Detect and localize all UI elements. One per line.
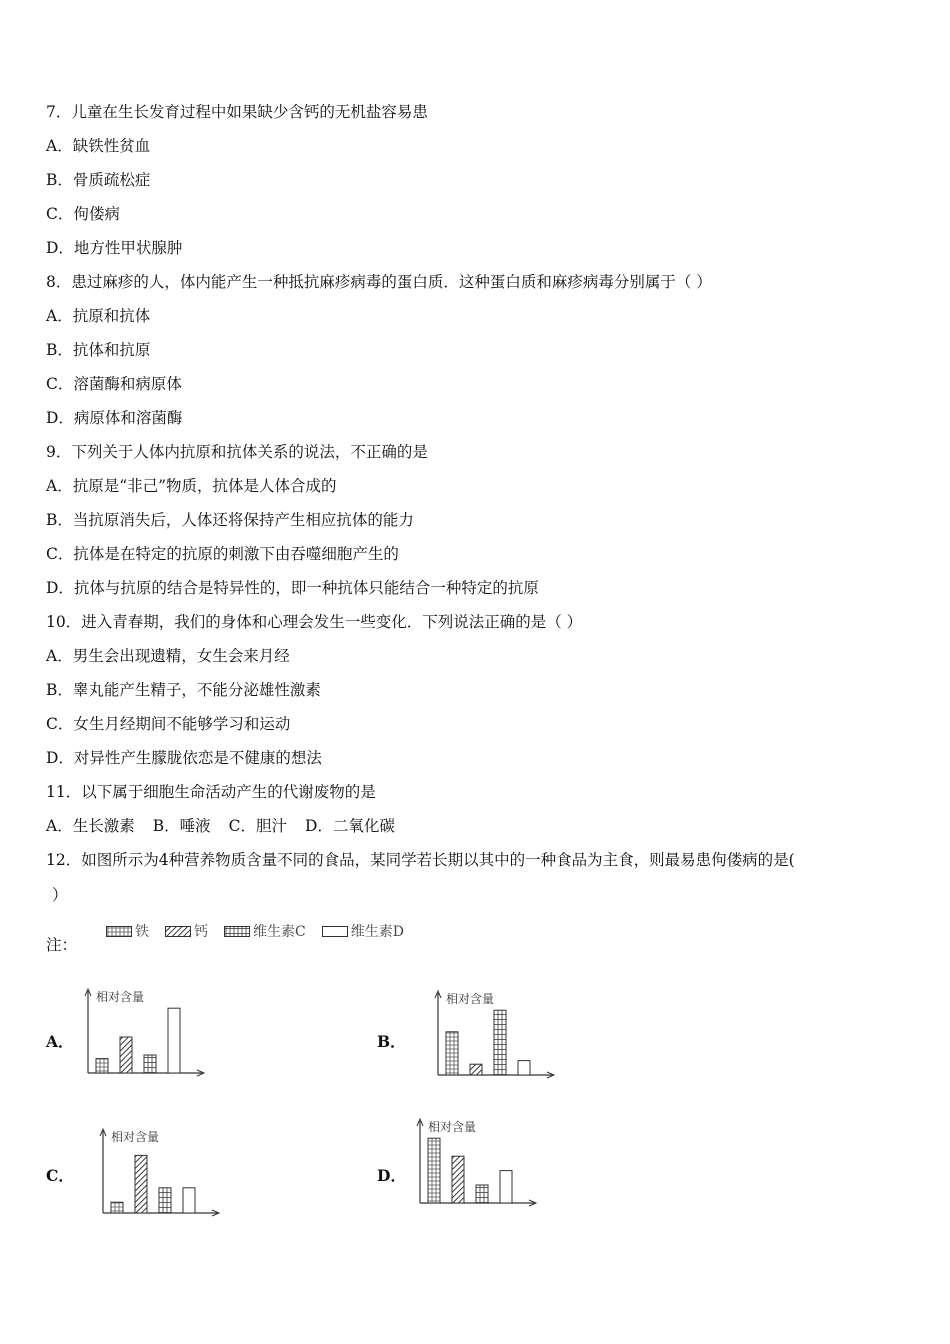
legend-swatch-vitamin-d xyxy=(322,926,348,937)
q9-option-b: B．当抗原消失后，人体还将保持产生相应抗体的能力 xyxy=(46,511,414,529)
chart-b-bar-iron xyxy=(446,1032,458,1075)
q12-stem: 12．如图所示为4种营养物质含量不同的食品，某同学若长期以其中的一种食品为主食，则最易患佝偻病的是( xyxy=(46,851,795,869)
legend-swatch-calcium xyxy=(165,926,191,937)
chart-d-bar-calcium xyxy=(452,1156,464,1203)
chart-d-bar-iron xyxy=(428,1138,440,1203)
q10-option-a: A．男生会出现遗精，女生会来月经 xyxy=(46,647,290,665)
legend-label-vitamin-d: 维生素D xyxy=(350,924,404,940)
chart-a-bar-vitamin-c xyxy=(144,1055,156,1073)
chart-a-bar-vitamin-d xyxy=(168,1008,180,1073)
q10-option-b: B．睾丸能产生精子，不能分泌雄性激素 xyxy=(46,681,321,699)
chart-c-bar-calcium xyxy=(135,1155,147,1213)
legend-item-vitamin-c xyxy=(224,921,306,941)
legend-item-calcium xyxy=(165,921,208,941)
q10-stem: 10．进入青春期，我们的身体和心理会发生一些变化．下列说法正确的是（ ） xyxy=(46,613,583,631)
chart-option-label-a: A． xyxy=(46,1032,74,1051)
q11-stem: 11．以下属于细胞生命活动产生的代谢废物的是 xyxy=(46,783,376,801)
chart-c-bar-iron xyxy=(111,1202,123,1213)
q7-option-b: B．骨质疏松症 xyxy=(46,171,151,189)
q7-option-c: C．佝偻病 xyxy=(46,205,120,223)
legend-swatch-iron xyxy=(106,926,132,937)
q8-option-b: B．抗体和抗原 xyxy=(46,341,151,359)
q7-option-a: A．缺铁性贫血 xyxy=(46,137,151,155)
chart-a-ylabel: 相对含量 xyxy=(96,990,145,1004)
q9-option-c: C．抗体是在特定的抗原的刺激下由吞噬细胞产生的 xyxy=(46,545,399,563)
q9-option-a: A．抗原是“非己”物质，抗体是人体合成的 xyxy=(46,477,337,495)
chart-legend xyxy=(106,921,420,941)
q11-option-d: D．二氧化碳 xyxy=(304,817,395,835)
chart-b-bar-vitamin-d xyxy=(518,1061,530,1075)
q8-option-d: D．病原体和溶菌酶 xyxy=(46,409,183,427)
chart-b-bar-vitamin-c xyxy=(494,1010,506,1075)
q11-option-a: A．生长激素 xyxy=(46,817,135,835)
legend-swatch-vitamin-c xyxy=(224,926,250,937)
chart-b-svg xyxy=(428,987,558,1082)
chart-a-bar-calcium xyxy=(120,1037,132,1073)
chart-b-bar-calcium xyxy=(470,1064,482,1075)
q11-option-c: C．胆汁 xyxy=(228,817,287,835)
q8-option-a: A．抗原和抗体 xyxy=(46,307,151,325)
q12-stem-cont: ） xyxy=(52,886,68,904)
legend-label-vitamin-c: 维生素C xyxy=(253,924,306,940)
q11-option-b: B．唾液 xyxy=(152,817,211,835)
legend-item-vitamin-d xyxy=(322,921,404,941)
legend-label-calcium: 钙 xyxy=(194,924,208,940)
chart-option-label-d: D． xyxy=(377,1166,406,1185)
legend-item-iron xyxy=(106,921,149,941)
chart-c xyxy=(93,1125,223,1224)
q11-options xyxy=(46,816,395,836)
note-label: 注： xyxy=(46,936,78,954)
chart-option-label-b: B． xyxy=(377,1032,406,1051)
q8-stem: 8．患过麻疹的人，体内能产生一种抵抗麻疹病毒的蛋白质．这种蛋白质和麻疹病毒分别属于（ ） xyxy=(46,273,712,291)
q7-stem: 7．儿童在生长发育过程中如果缺少含钙的无机盐容易患 xyxy=(46,103,428,121)
legend-label-iron: 铁 xyxy=(135,924,149,940)
chart-d-bar-vitamin-d xyxy=(500,1171,512,1203)
chart-d-svg xyxy=(410,1115,540,1210)
chart-c-ylabel: 相对含量 xyxy=(111,1130,160,1144)
chart-c-bar-vitamin-d xyxy=(183,1188,195,1213)
chart-b xyxy=(428,987,558,1086)
chart-d-bar-vitamin-c xyxy=(476,1185,488,1203)
q10-option-d: D．对异性产生朦胧依恋是不健康的想法 xyxy=(46,749,322,767)
chart-a-svg xyxy=(78,985,208,1080)
chart-d xyxy=(410,1115,540,1214)
chart-c-svg xyxy=(93,1125,223,1220)
chart-a-bar-iron xyxy=(96,1059,108,1073)
chart-b-ylabel: 相对含量 xyxy=(446,992,495,1006)
q7-option-d: D．地方性甲状腺肿 xyxy=(46,239,183,257)
q8-option-c: C．溶菌酶和病原体 xyxy=(46,375,182,393)
q9-stem: 9．下列关于人体内抗原和抗体关系的说法，不正确的是 xyxy=(46,443,428,461)
chart-option-label-c: C． xyxy=(46,1166,74,1185)
q10-option-c: C．女生月经期间不能够学习和运动 xyxy=(46,715,291,733)
chart-c-bar-vitamin-c xyxy=(159,1188,171,1213)
chart-a xyxy=(78,985,208,1084)
q9-option-d: D．抗体与抗原的结合是特异性的，即一种抗体只能结合一种特定的抗原 xyxy=(46,579,539,597)
chart-d-ylabel: 相对含量 xyxy=(428,1120,477,1134)
